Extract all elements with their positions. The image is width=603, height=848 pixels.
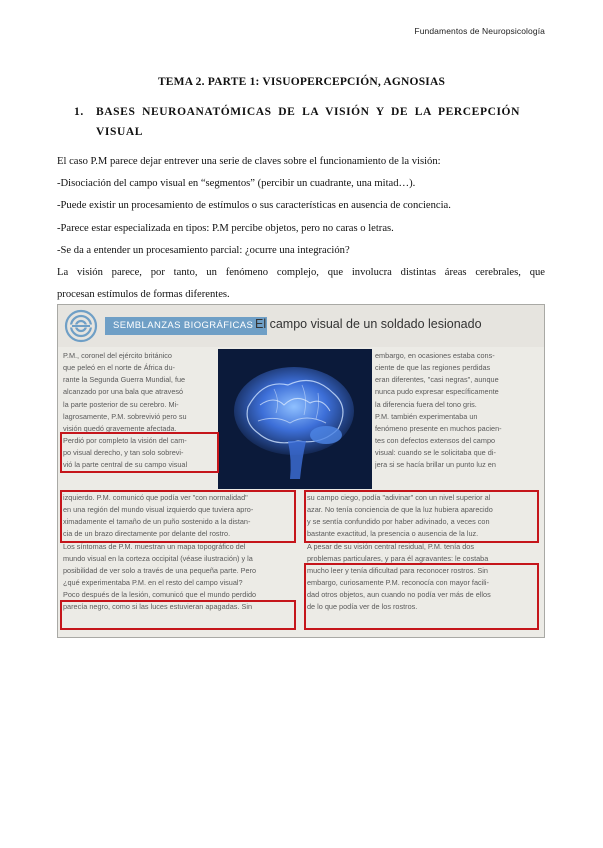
spiral-logo-icon (64, 309, 98, 343)
figure-text-line: rante la Segunda Guerra Mundial, fue (63, 375, 186, 385)
figure-text-line: izquierdo. P.M. comunicó que podía ver "con normalidad" (63, 493, 248, 502)
figure-text-line: Perdió por completo la visión del cam- (63, 436, 187, 446)
figure-text-line: po visual derecho, y tan solo sobrevi- (63, 448, 184, 458)
paragraph: -Puede existir un procesamiento de estímulos o sus características en ausencia de conciencia. (57, 200, 451, 212)
paragraph: -Se da a entender un procesamiento parcial: ¿ocurre una integración? (57, 244, 350, 256)
figure-text-line: parecía negro, como si las luces estuvieran apagadas. Sin (63, 602, 253, 612)
figure-text-line: tes con defectos extensos del campo (375, 436, 496, 446)
paragraph: -Disociación del campo visual en “segmentos” (percibir un cuadrante, una mitad…). (57, 178, 416, 190)
figure-text-line: visual: cuando se le solicitaba que di- (375, 448, 496, 458)
figure-text-line: y se sentía confundido por haber adivinado, a veces con (307, 517, 490, 527)
figure-text-line: mucho leer y tenía dificultad para reconocer rostros. Sin (307, 565, 488, 575)
figure-text-line: ¿qué experimentaba P.M. en el resto del campo visual? (63, 578, 243, 588)
figure-text-line: P.M. también experimentaba un (375, 411, 478, 421)
figure-text-line: azar. No tenía conciencia de que la luz hubiera aparecido (307, 505, 493, 515)
highlight-box (60, 600, 296, 630)
figure-banner (58, 305, 544, 347)
figure-text-line: la parte posterior de su cerebro. Mi- (63, 399, 179, 409)
highlight-box (60, 432, 219, 473)
brain-illustration (218, 349, 372, 489)
document-title: TEMA 2. PARTE 1: VISUOPERCEPCIÓN, AGNOSIAS (157, 76, 446, 88)
figure-text-line: de lo que podía ver de los rostros. (307, 602, 418, 612)
figure-text-line: A pesar de su visión central residual, P.M. tenía dos (307, 541, 474, 551)
figure-text-line: la diferencia fuera del tono gris. (375, 399, 477, 409)
paragraph: La visión parece, por tanto, un fenómeno complejo, que involucra distintas áreas cerebrales, que (57, 267, 545, 279)
figure-text-line: nunca pudo expresar específicamente (375, 387, 499, 397)
section-heading-line-2: VISUAL (96, 126, 144, 138)
figure-text-line: mundo visual en la corteza occipital (véase ilustración) y la (63, 553, 253, 563)
figure-text-line: en una región del mundo visual izquierdo que tuviera apro- (63, 505, 254, 515)
figure-text-line: ximadamente el tamaño de un puño sostenido a la distan- (63, 517, 251, 527)
section-heading (74, 102, 520, 142)
figure-text-line: dad otros objetos, aun cuando no podía ver más de ellos (307, 590, 491, 600)
figure-section-tag: SEMBLANZAS BIOGRÁFICAS (105, 317, 267, 335)
figure-text-line: vió la parte central de su campo visual (63, 460, 188, 470)
body-text (57, 151, 545, 306)
figure-right-column (375, 350, 537, 472)
figure-text-line: que peleó en el norte de África du- (63, 363, 175, 373)
figure-title: El campo visual de un soldado lesionado (255, 317, 482, 331)
figure-text-line: Poco después de la lesión, comunicó que el mundo perdido (63, 590, 257, 600)
highlight-box (60, 490, 296, 543)
figure-text-line: problemas particulares, y para él agravantes: le costaba (307, 553, 489, 563)
highlight-box (304, 563, 539, 630)
paragraph: El caso P.M parece dejar entrever una serie de claves sobre el funcionamiento de la visión: (57, 156, 441, 167)
figure-text-line: jera si se hacía brillar un punto luz en (375, 460, 496, 470)
figure-text-line: ciente de que las regiones perdidas (375, 363, 491, 373)
figure-text-line: posibilidad de ver solo a través de una pequeña parte. Pero (63, 565, 257, 575)
highlight-box (304, 490, 539, 543)
section-number: 1. (74, 106, 84, 118)
figure-text-line: bastante exactitud, la presencia o ausencia de la luz. (307, 529, 479, 539)
figure-text-line: lagrosamente, P.M. sobrevivió pero su (63, 411, 187, 421)
paragraph: procesan estímulos de formas diferentes. (57, 289, 230, 301)
figure-text-line: P.M., coronel del ejército británico (63, 351, 172, 360)
figure-text-line: cia de un brazo directamente por delante del rostro. (63, 529, 231, 539)
figure-text-line: alcanzado por una bala que atravesó (63, 387, 184, 397)
figure-text-line: Los síntomas de P.M. muestran un mapa topográfico del (63, 541, 246, 551)
figure-text-line: fenómeno presente en muchos pacien- (375, 423, 502, 433)
figure-text-line: embargo, en ocasiones estaba cons- (375, 351, 495, 360)
running-header: Fundamentos de Neuropsicología (414, 26, 545, 36)
figure-text-line: embargo, curiosamente P.M. reconocía con mayor facili- (307, 578, 489, 588)
biography-figure (57, 304, 545, 638)
figure-text-line: eran diferentes, "casi negras", aunque (375, 375, 499, 385)
figure-text-line: visión quedó gravemente afectada. (63, 423, 177, 433)
section-heading-line-1: BASES NEUROANATÓMICAS DE LA VISIÓN Y DE LA PERCEPCIÓN (96, 106, 520, 118)
figure-text-line: su campo ciego, podía "adivinar" con un nivel superior al (307, 493, 491, 502)
paragraph: -Parece estar especializada en tipos: P.M percibe objetos, pero no caras o letras. (57, 222, 394, 234)
